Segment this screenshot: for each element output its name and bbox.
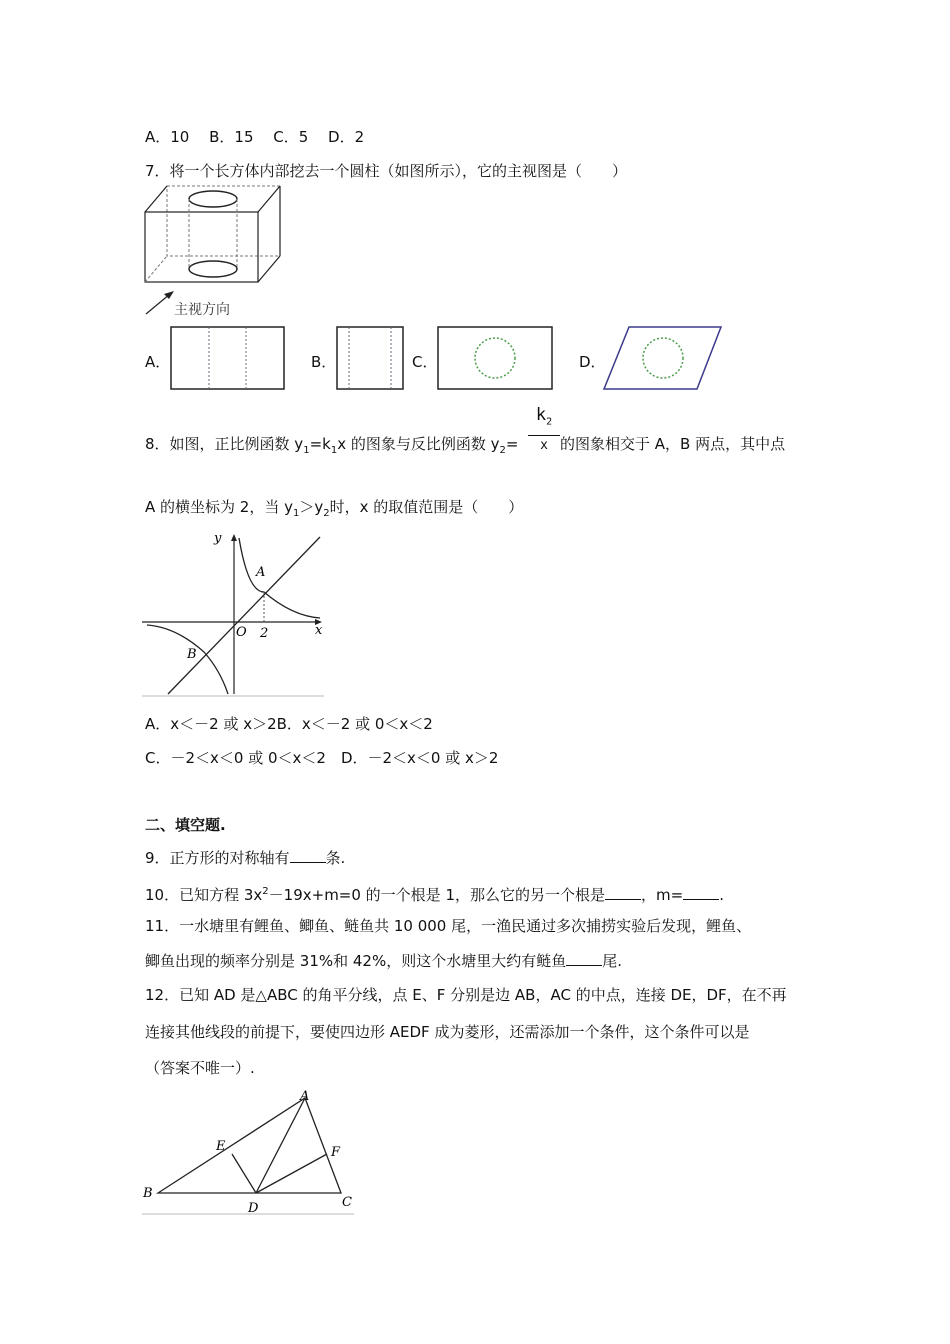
q8-options-cd: C．－2＜x＜0 或 0＜x＜2 D．－2＜x＜0 或 x＞2 (145, 749, 499, 767)
q9-blank (290, 848, 326, 863)
q8-graph-tick-2: 2 (260, 626, 269, 641)
q12-triangle-figure (142, 1090, 357, 1215)
q11-blank (566, 951, 602, 966)
q8-graph-x-label: x (315, 623, 323, 638)
q8-stem-line1: 8．如图，正比例函数 $y_1=k_1x$ 的图象与反比例函数 $y_2=$ (145, 435, 519, 456)
q12-label-e: E (216, 1139, 226, 1154)
q12-label-f: F (331, 1145, 341, 1160)
q8-graph-origin-label: O (236, 625, 247, 640)
q8-fraction-k2-over-x: $k_2$ x (528, 404, 560, 454)
q8-graph-y-label: y (214, 531, 222, 546)
q7-direction-label: 主视方向 (174, 302, 230, 318)
q7-option-c-figure (437, 326, 555, 391)
q7-option-c-label: C． (412, 353, 438, 371)
q10-blank-m (683, 885, 719, 900)
q11-line2: 鲫鱼出现的频率分别是 31%和 42%，则这个水塘里大约有鲢鱼 尾. (145, 952, 622, 970)
q7-option-d-label: D． (579, 353, 606, 371)
q9-stem: 9．正方形的对称轴有 条. (145, 849, 346, 867)
q11-line1: 11．一水塘里有鲤鱼、鲫鱼、鲢鱼共 10 000 尾，一渔民通过多次捕捞实验后发现，鲤鱼、 (145, 917, 752, 935)
q8-stem-line2: A 的横坐标为 2，当 $y_1>y_2$时，x 的取值范围是（ ） (145, 498, 524, 519)
q8-stem-line1-tail: 的图象相交于 A，B 两点，其中点 (560, 435, 786, 453)
q8-graph-point-a: A (256, 565, 266, 580)
q7-option-b-label: B． (311, 353, 337, 371)
q7-option-a-label: A． (145, 353, 171, 371)
q10-stem: 10．已知方程 $3x^2-19x+m=0$ 的一个根是 1，那么它的另一个根是 ，m= . (145, 886, 724, 904)
q7-stem: 7．将一个长方体内部挖去一个圆柱（如图所示），它的主视图是（ ） (145, 162, 628, 180)
q12-label-b: B (143, 1186, 153, 1201)
q12-line1: 12．已知 AD 是△ABC 的角平分线，点 E、F 分别是边 AB，AC 的中点，连接 DE，DF，在不再 (145, 986, 787, 1004)
q10-blank-root (605, 885, 641, 900)
q12-label-d: D (248, 1201, 259, 1216)
q12-line2: 连接其他线段的前提下，要使四边形 AEDF 成为菱形，还需添加一个条件，这个条件可以是 (145, 1023, 750, 1041)
section-fill-in-title: 二、填空题. (145, 816, 226, 834)
q12-label-c: C (342, 1195, 352, 1210)
q8-options-ab: A．x＜－2 或 x＞2B．x＜－2 或 0＜x＜2 (145, 715, 433, 733)
q12-line3: （答案不唯一）. (145, 1059, 255, 1077)
q7-option-a-figure (170, 326, 286, 391)
q8-graph-point-b: B (187, 647, 197, 662)
q12-label-a: A (300, 1089, 310, 1104)
q7-option-b-figure (336, 326, 406, 391)
q6-options: A．10 B．15 C．5 D．2 (145, 128, 365, 146)
q7-option-d-figure (603, 326, 723, 391)
q8-function-graph (142, 532, 327, 697)
